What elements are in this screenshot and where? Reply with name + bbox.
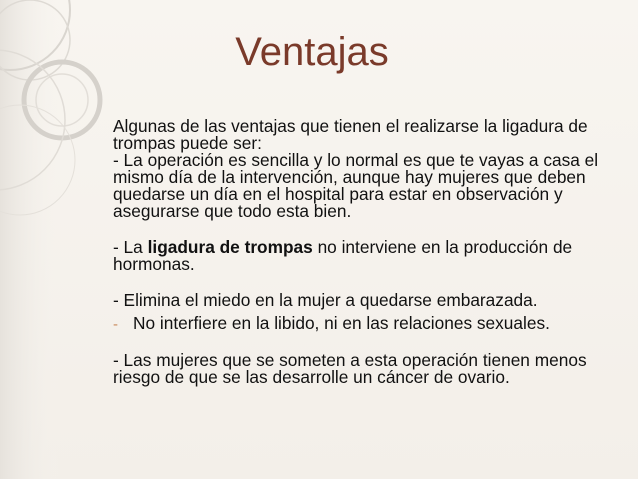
item2-prefix: - La xyxy=(113,237,148,257)
bullet-marker: - xyxy=(113,316,118,333)
slide-body xyxy=(113,118,623,386)
intro-paragraph: Algunas de las ventajas que tienen el realizarse la ligadura de trompas puede ser: xyxy=(113,116,588,153)
advantage-item-5: - Las mujeres que se someten a esta operación tienen menos riesgo de que se las desarrolle un cáncer de ovario. xyxy=(113,350,587,387)
advantage-item-1: - La operación es sencilla y lo normal es que te vayas a casa el mismo día de la intervención, aunque hay mujeres que deben quedarse un día en el hospital para estar en observación y asegurarse que todo esta bien. xyxy=(113,150,599,221)
slide-title: Ventajas xyxy=(235,30,389,74)
item4-text: No interfiere en la libido, ni en las relaciones sexuales. xyxy=(133,313,550,333)
item2-bold: ligadura de trompas xyxy=(147,237,313,257)
item2-suffix: no interviene en la producción de hormonas. xyxy=(113,237,573,274)
advantage-item-3: - Elimina el miedo en la mujer a quedarse embarazada. xyxy=(113,290,538,310)
advantage-item-2 xyxy=(113,239,623,273)
advantage-item-4 xyxy=(113,315,623,333)
